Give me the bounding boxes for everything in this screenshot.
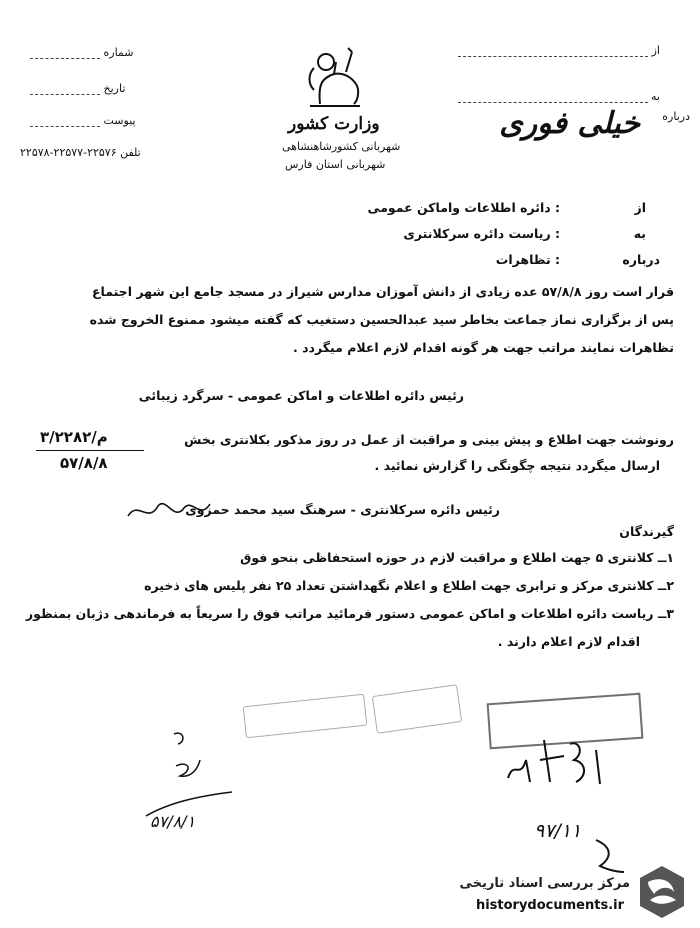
header-to: به: [458, 90, 660, 103]
recipient-item-3: ۳ــ ریاست دائره اطلاعات و اماکن عمومی دستور فرمائید مراتب فوق را سریعاً به فرماندهی دژبان بمنظور: [25, 606, 674, 621]
field-to-label: به: [633, 226, 646, 241]
ref-date: ۵۷/۸/۸: [60, 454, 108, 472]
blank-line: [30, 48, 100, 59]
police-country-line: شهربانی کشورشاهنشاهی: [282, 140, 401, 153]
signature-station-head: رئیس دائره سرکلانتری - سرهنگ سید محمد حمزوی: [185, 502, 500, 517]
header-number: شماره: [30, 46, 134, 59]
handwritten-date-left: ۵۷/۸/۱: [150, 812, 196, 831]
ref-line-2: ارسال میگردد نتیجه چگونگی را گزارش نمائید .: [374, 458, 660, 473]
archive-url: historydocuments.ir: [475, 898, 624, 913]
archive-name: مرکز بررسی اسناد تاریخی: [459, 876, 630, 891]
ministry-title: وزارت کشور: [288, 114, 380, 134]
field-about-value: : تظاهرات: [495, 252, 560, 267]
blank-line: [458, 92, 648, 103]
header-date: تاریخ: [30, 82, 125, 95]
field-from-label: از: [634, 200, 646, 215]
recipient-item-2: ۲ــ کلانتری مرکز و ترابری جهت اطلاع و اعلام نگهداشتن تعداد ۲۵ نفر پلیس های ذخیره: [144, 578, 674, 593]
body-line-1: قرار است روز ۵۷/۸/۸ عده زیادی از دانش آموزان مدارس شیراز در مسجد جامع این شهر اجتماع: [91, 284, 674, 299]
header-attachment: پیوست: [30, 114, 136, 127]
body-line-3: تظاهرات نمایند مراتب جهت هر گونه اقدام لازم اعلام میگردد .: [293, 340, 674, 355]
header-about: درباره: [662, 110, 690, 123]
lion-and-sun-emblem-icon: [300, 44, 368, 110]
field-from-value: : دائره اطلاعات واماکن عمومی: [367, 200, 560, 215]
urgent-mark: خیلی فوری: [499, 106, 640, 141]
faded-stamp: [243, 694, 368, 739]
blank-line: [30, 116, 100, 127]
recipient-item-3-cont: اقدام لازم اعلام دارند .: [497, 634, 640, 649]
header-phone: تلفن ۲۲۵۷۶-۲۲۵۷۷-۲۲۵۷۸: [20, 146, 141, 159]
handwritten-signature-icon: [124, 494, 214, 528]
blank-line: [458, 46, 648, 57]
signature-department-head: رئیس دائره اطلاعات و اماکن عمومی - سرگرد زیبائی: [138, 388, 464, 403]
archive-logo-icon: [638, 864, 686, 920]
handwritten-date-right: ۹۷/۱۱: [534, 820, 582, 842]
ref-line-1: رونوشت جهت اطلاع و پیش بینی و مراقبت از عمل در روز مذکور بکلانتری بخش: [184, 432, 674, 447]
handwritten-mark-icon: [590, 836, 630, 876]
field-about-label: درباره: [622, 252, 660, 267]
recipient-item-1: ۱ــ کلانتری ۵ جهت اطلاع و مراقبت لازم در حوزه استحفاظی بنحو فوق: [240, 550, 674, 565]
body-line-2: پس از برگزاری نماز جماعت بخاطر سید عبدالحسین دستغیب که گفته میشود ممنوع الخروج شده: [89, 312, 674, 327]
ref-number: م/۳/۲۲۸۲: [40, 428, 108, 446]
header-from: از: [458, 44, 660, 57]
ref-fraction-line: [36, 450, 144, 451]
handwritten-initials-icon: [500, 730, 620, 790]
blank-line: [30, 84, 100, 95]
police-province-line: شهربانی استان فارس: [285, 158, 386, 171]
field-to-value: : ریاست دائره سرکلانتری: [403, 226, 560, 241]
faded-stamp: [372, 684, 462, 734]
recipients-title: گیرندگان: [619, 524, 674, 539]
